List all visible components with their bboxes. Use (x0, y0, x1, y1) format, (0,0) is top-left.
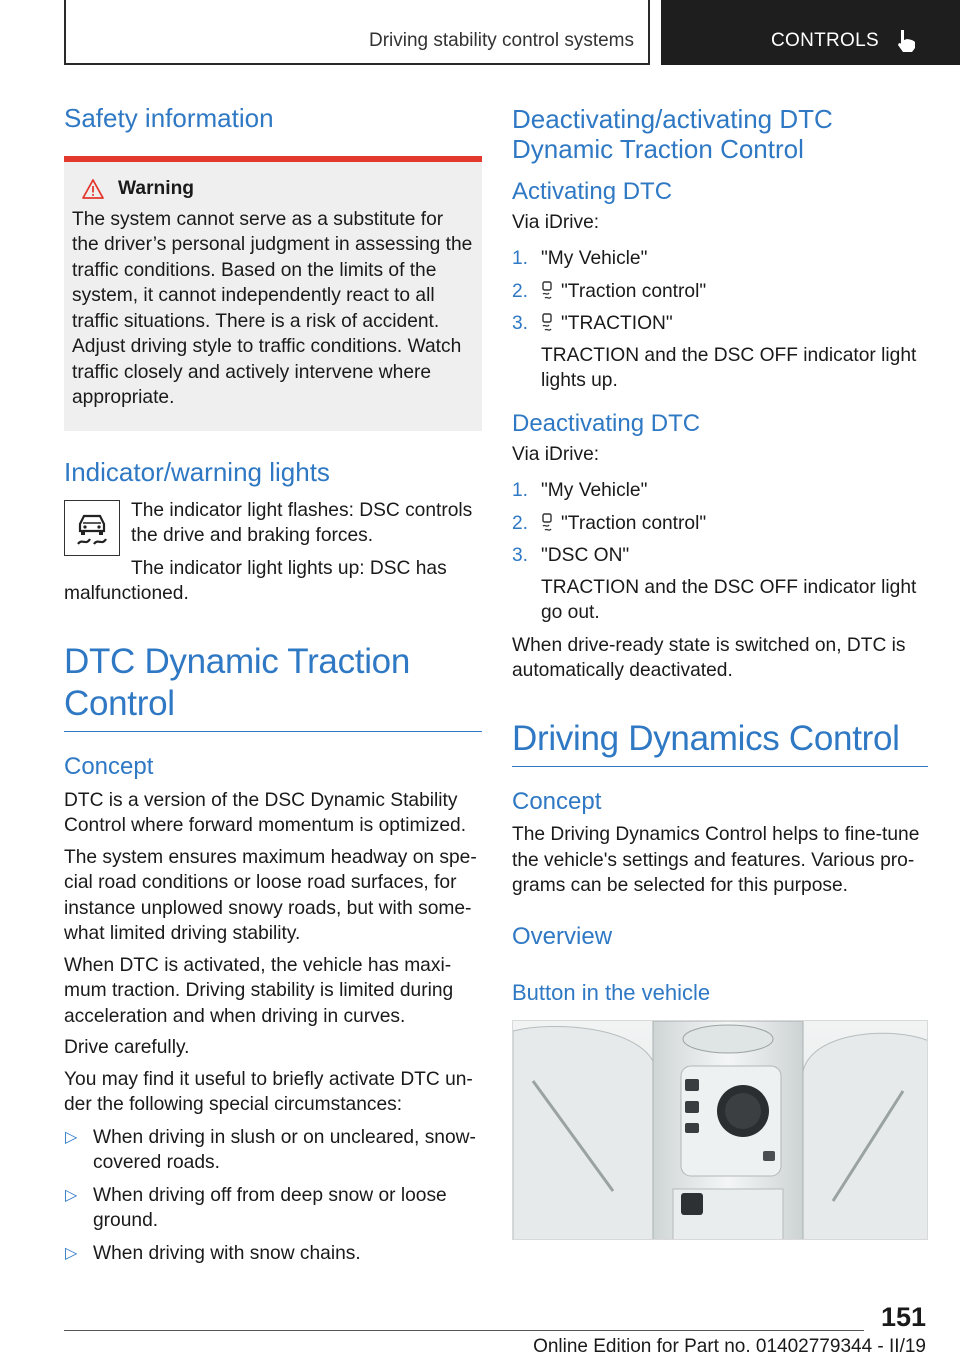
center-console-photo (512, 1020, 928, 1240)
warning-triangle-icon (82, 179, 104, 199)
traction-menu-icon (541, 312, 553, 332)
activate-steps (512, 246, 928, 394)
drive-ready-text: When drive-ready state is switched on, DTC is automatically deactivated. (512, 634, 906, 682)
deactivating-activating-heading: Deactivating/activating DTC Dynamic Traction Control (512, 104, 833, 164)
bullet-triangle-icon: ▷ (65, 1186, 78, 1204)
indicator-text-flashes: The indicator light flashes: DSC controls the drive and braking forces. (131, 499, 473, 547)
warning-label: Warning (118, 177, 195, 199)
hand-pointer-icon (894, 28, 920, 54)
ddc-concept-text: The Driving Dynamics Control helps to fine-tune the vehicle's settings and features. Various programs can be selected for this purpose. (512, 824, 920, 897)
list-item: 2. "Traction control" (512, 512, 707, 534)
traction-menu-icon (541, 280, 553, 300)
list-item: ▷ When driving in slush or on uncleared, snow-covered roads. (65, 1126, 476, 1174)
bullet-triangle-icon: ▷ (65, 1128, 78, 1146)
concept-heading-left: Concept (64, 752, 154, 780)
traction-menu-icon (541, 512, 553, 532)
activating-dtc-heading: Activating DTC (512, 178, 673, 205)
deactivating-dtc-heading: Deactivating DTC (512, 409, 701, 437)
list-item: 1. "My Vehicle" (512, 248, 648, 270)
list-item: 1. "My Vehicle" (512, 480, 648, 502)
driving-dynamics-heading: Driving Dynamics Control (512, 718, 928, 767)
concept-paragraph-2: The system ensures maximum headway on special road conditions or loose road surfaces, for instance unplowed snowy roads, but with somewhat limited driving stability. (64, 846, 477, 945)
indicator-section (64, 498, 482, 549)
concept-paragraph-1: DTC is a version of the DSC Dynamic Stability Control where forward momentum is optimized. (64, 789, 467, 837)
header-chapter-tab (661, 0, 960, 65)
header-chapter-label: CONTROLS (771, 30, 879, 51)
overview-heading: Overview (512, 922, 613, 950)
indicator-text-malfunction: The indicator light lights up: DSC has malfunctioned. (64, 557, 447, 605)
concept-paragraph-4: Drive carefully. (64, 1037, 190, 1059)
warning-box (64, 156, 482, 431)
list-item: ▷ When driving with snow chains. (64, 1241, 482, 1267)
concept-heading-right: Concept (512, 787, 602, 815)
right-column (512, 100, 928, 1240)
safety-heading: Safety information (64, 103, 274, 133)
footer-divider (64, 1330, 864, 1331)
header-section-tab (64, 0, 650, 65)
indicator-heading: Indicator/warning lights (64, 456, 330, 487)
page-number: 151 (880, 1302, 926, 1332)
concept-paragraph-5: You may find it useful to briefly activate DTC under the following special circumstances: (64, 1068, 473, 1116)
list-item: ▷ When driving off from deep snow or loose ground. (65, 1184, 447, 1232)
warning-header (72, 178, 474, 200)
via-idrive-1: Via iDrive: (512, 211, 600, 233)
dtc-heading: DTC Dynamic Traction Control (64, 641, 482, 732)
concept-paragraph-3: When DTC is activated, the vehicle has maximum traction. Driving stability is limited during acceleration and when driving in curves. (64, 954, 454, 1027)
list-item: 3. "DSC ON" TRACTION and the DSC OFF indicator light go out. (512, 545, 917, 624)
list-item: 2. "Traction control" (512, 280, 707, 302)
button-in-vehicle-heading: Button in the vehicle (512, 979, 711, 1005)
bullet-triangle-icon: ▷ (65, 1244, 78, 1262)
left-column (64, 100, 482, 1273)
edition-text: Online Edition for Part no. 01402779344 - II/19 (533, 1336, 926, 1357)
warning-text: The system cannot serve as a substitute for the driver’s personal judgment in assessing the traffic conditions. Based on the limits of the system, it cannot independently react to all traffic situations. There is a risk of accident. Adjust driving style to traffic conditions. Watch traffic closely and actively intervene where appropriate. (72, 208, 473, 409)
deactivate-steps (512, 478, 928, 626)
via-idrive-2: Via iDrive: (512, 443, 600, 465)
circumstances-list (64, 1125, 482, 1267)
header-section-title: Driving stability control systems (368, 30, 634, 51)
list-item: 3. "TRACTION" TRACTION and the DSC OFF indicator light lights up. (512, 313, 917, 392)
dsc-skid-indicator-icon (64, 500, 120, 556)
